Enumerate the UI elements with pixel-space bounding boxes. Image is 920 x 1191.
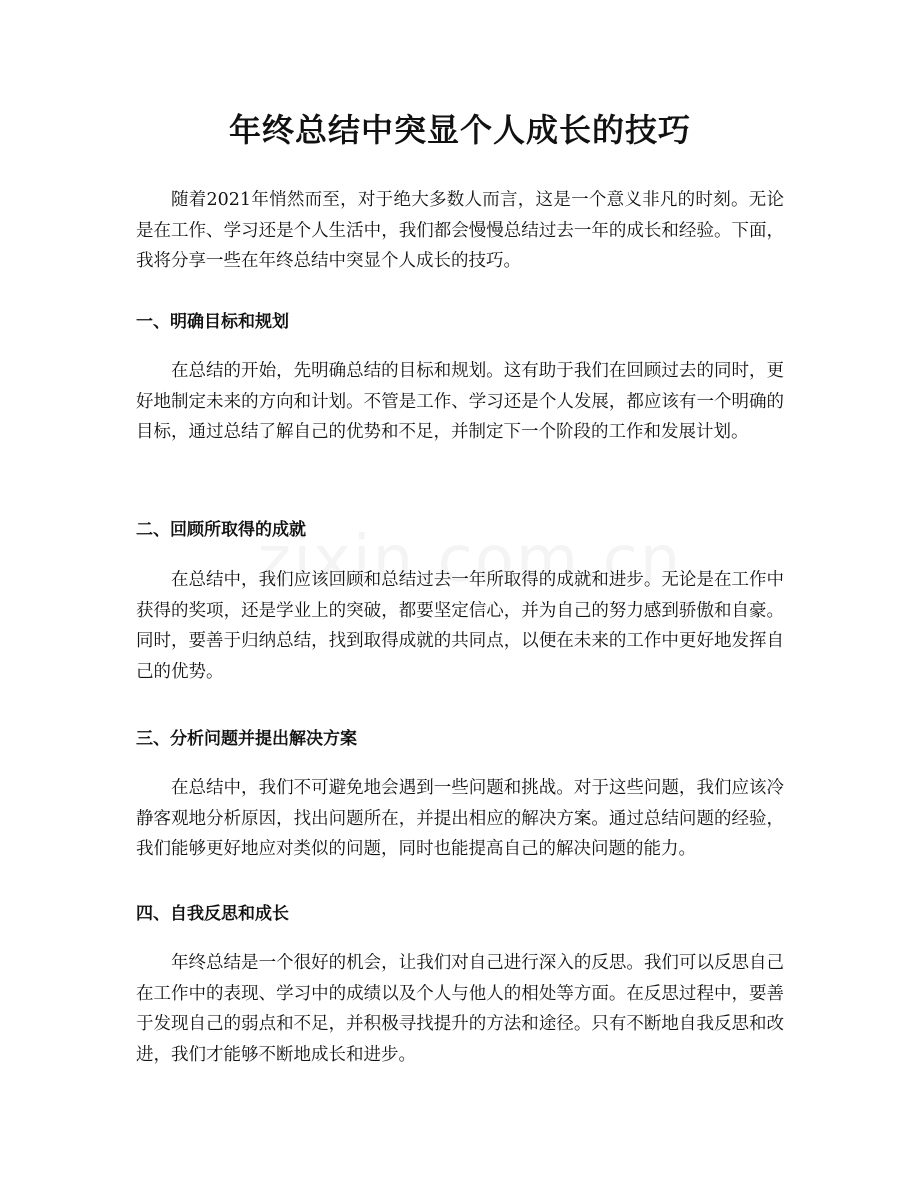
section-heading-4: 四、自我反思和成长 (136, 904, 289, 924)
section-body-3: 在总结中，我们不可避免地会遇到一些问题和挑战。对于这些问题，我们应该冷静客观地分析原因，找出问题所在，并提出相应的解决方案。通过总结问题的经验，我们能够更好地应对类似的问题，同时也能提高自己的解决问题的能力。 (136, 778, 784, 859)
intro-paragraph: 随着2021年悄然而至，对于绝大多数人而言，这是一个意义非凡的时刻。无论是在工作、学习还是个人生活中，我们都会慢慢总结过去一年的成长和经验。下面，我将分享一些在年终总结中突显个人成长的技巧。 (136, 190, 784, 271)
section-heading-1: 一、明确目标和规划 (136, 312, 289, 332)
section-heading-3: 三、分析问题并提出解决方案 (136, 729, 357, 749)
section-body-1: 在总结的开始，先明确总结的目标和规划。这有助于我们在回顾过去的同时，更好地制定未来的方向和计划。不管是工作、学习还是个人发展，都应该有一个明确的目标，通过总结了解自己的优势和不足，并制定下一个阶段的工作和发展计划。 (136, 361, 784, 442)
section-body-2: 在总结中，我们应该回顾和总结过去一年所取得的成就和进步。无论是在工作中获得的奖项，还是学业上的突破，都要坚定信心，并为自己的努力感到骄傲和自豪。同时，要善于归纳总结，找到取得成就的共同点，以便在未来的工作中更好地发挥自己的优势。 (136, 570, 784, 682)
document-title: 年终总结中突显个人成长的技巧 (228, 111, 691, 149)
section-heading-2: 二、回顾所取得的成就 (136, 520, 306, 540)
section-body-4: 年终总结是一个很好的机会，让我们对自己进行深入的反思。我们可以反思自己在工作中的表现、学习中的成绩以及个人与他人的相处等方面。在反思过程中，要善于发现自己的弱点和不足，并积极寻找提升的方法和途径。只有不断地自我反思和改进，我们才能够不断地成长和进步。 (136, 953, 784, 1065)
